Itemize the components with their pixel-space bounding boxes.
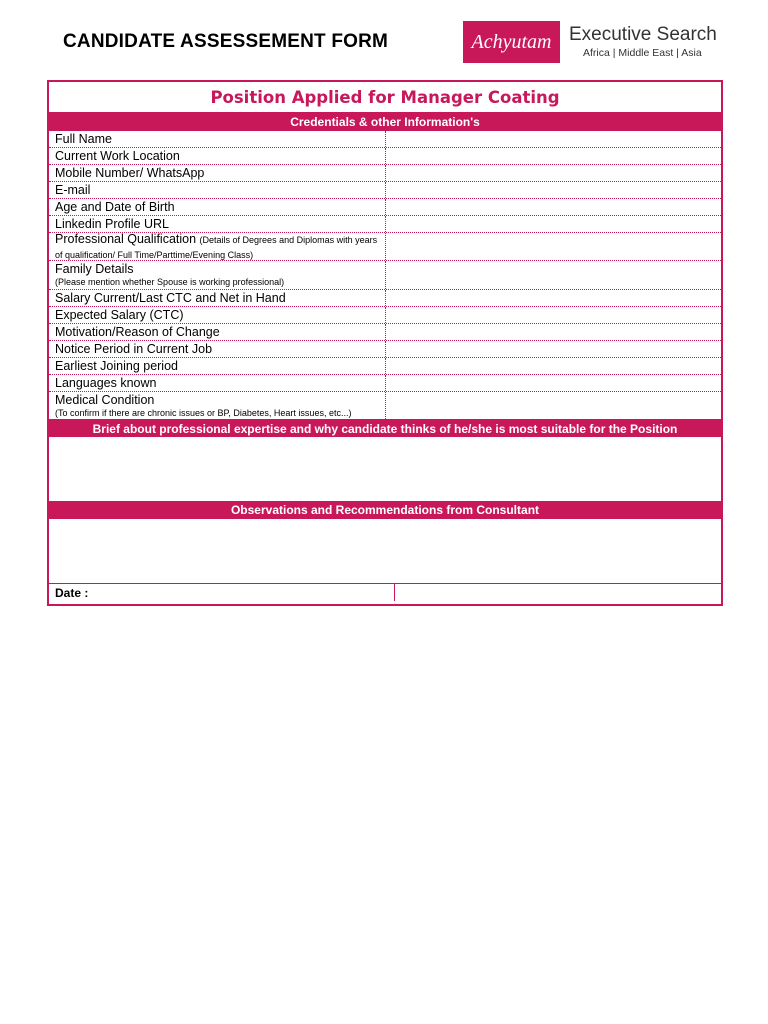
- row-value-field[interactable]: [386, 216, 721, 232]
- row-value-field[interactable]: [386, 341, 721, 357]
- row-value-field[interactable]: [386, 375, 721, 391]
- credentials-header: Credentials & other Information's: [49, 113, 721, 131]
- row-label: Professional Qualification (Details of Degrees and Diplomas with years of qualification/ Full Time/Parttime/Evening Class): [49, 233, 386, 260]
- row-label: Earliest Joining period: [49, 358, 386, 374]
- row-label: Family Details (Please mention whether Spouse is working professional): [49, 261, 386, 289]
- form-row: [49, 261, 721, 290]
- row-value-field[interactable]: [386, 307, 721, 323]
- row-value-field[interactable]: [386, 392, 721, 419]
- date-row: [49, 584, 721, 601]
- form-row: [49, 358, 721, 375]
- row-note: (To confirm if there are chronic issues or BP, Diabetes, Heart issues, etc...): [55, 407, 352, 418]
- row-label: Current Work Location: [49, 148, 386, 164]
- row-label: Mobile Number/ WhatsApp: [49, 165, 386, 181]
- row-label: E-mail: [49, 182, 386, 198]
- form-row: [49, 131, 721, 148]
- date-label: Date :: [49, 584, 395, 601]
- observations-header: Observations and Recommendations from Consultant: [49, 501, 721, 519]
- brief-header: Brief about professional expertise and why candidate thinks of he/she is most suitable for the Position: [49, 420, 721, 437]
- row-note: (Please mention whether Spouse is working professional): [55, 277, 285, 287]
- row-value-field[interactable]: [386, 290, 721, 306]
- row-label: Languages known: [49, 375, 386, 391]
- row-label: Expected Salary (CTC): [49, 307, 386, 323]
- date-field[interactable]: [395, 584, 721, 601]
- form-row: [49, 324, 721, 341]
- row-label: Notice Period in Current Job: [49, 341, 386, 357]
- row-label: Salary Current/Last CTC and Net in Hand: [49, 290, 386, 306]
- row-label: Linkedin Profile URL: [49, 216, 386, 232]
- row-value-field[interactable]: [386, 358, 721, 374]
- assessment-form: [47, 80, 723, 606]
- form-row: [49, 216, 721, 233]
- row-value-field[interactable]: [386, 324, 721, 340]
- logo-regions: Africa | Middle East | Asia: [583, 47, 702, 59]
- form-row: [49, 199, 721, 216]
- row-value-field[interactable]: [386, 131, 721, 147]
- row-label: Motivation/Reason of Change: [49, 324, 386, 340]
- row-value-field[interactable]: [386, 148, 721, 164]
- row-label: Full Name: [49, 131, 386, 147]
- form-row: [49, 290, 721, 307]
- logo-brand: Achyutam: [463, 21, 560, 63]
- row-value-field[interactable]: [386, 165, 721, 181]
- form-row: [49, 375, 721, 392]
- row-value-field[interactable]: [386, 261, 721, 289]
- row-label: Medical Condition (To confirm if there are chronic issues or BP, Diabetes, Heart issues, etc...): [49, 392, 386, 419]
- row-value-field[interactable]: [386, 233, 721, 260]
- form-row: [49, 233, 721, 261]
- logo-name: Executive Search: [569, 24, 717, 45]
- observations-textarea[interactable]: [49, 519, 721, 584]
- form-row: [49, 148, 721, 165]
- form-row: [49, 165, 721, 182]
- form-row: [49, 392, 721, 420]
- form-title: CANDIDATE ASSESSEMENT FORM: [63, 31, 389, 52]
- company-logo: [463, 21, 717, 63]
- brief-textarea[interactable]: [49, 437, 721, 501]
- row-value-field[interactable]: [386, 182, 721, 198]
- row-value-field[interactable]: [386, 199, 721, 215]
- form-row: [49, 307, 721, 324]
- row-label: Age and Date of Birth: [49, 199, 386, 215]
- position-title: Position Applied for Manager Coating: [49, 82, 721, 113]
- form-row: [49, 182, 721, 199]
- row-note: (Details of Degrees and Diplomas with years of qualification/ Full Time/Parttime/Evening Class): [55, 234, 378, 260]
- form-row: [49, 341, 721, 358]
